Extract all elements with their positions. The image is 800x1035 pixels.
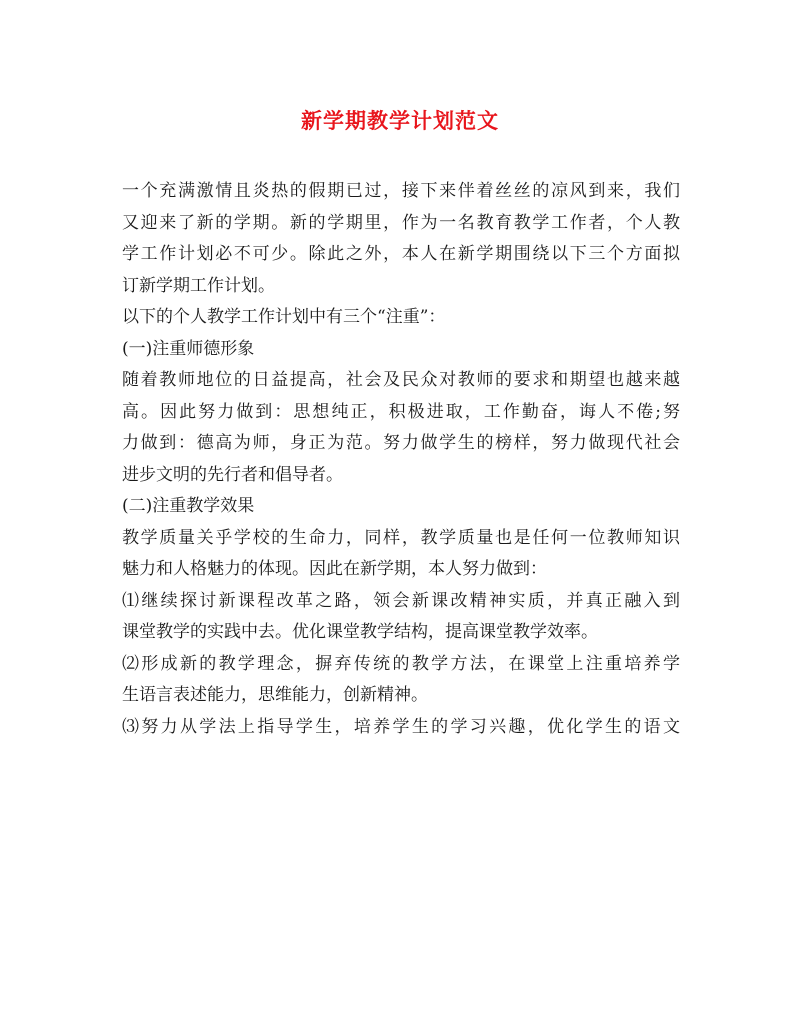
text-line: 教学质量关乎学校的生命力，同样，教学质量也是任何一位教师知识 [122, 527, 680, 548]
text-line: 以下的个人教学工作计划中有三个“注重”： [122, 307, 446, 327]
text-line: ⑴继续探讨新课程改革之路，领会新课改精神实质，并真正融入到 [122, 590, 680, 611]
document-title: 新学期教学计划范文 [301, 108, 499, 133]
text-line: 学工作计划必不可少。除此之外，本人在新学期围绕以下三个方面拟 [122, 244, 680, 264]
text-line: 力做到：德高为师，身正为范。努力做学生的榜样，努力做现代社会 [122, 433, 680, 453]
text-line: 魅力和人格魅力的体现。因此在新学期，本人努力做到： [122, 559, 547, 579]
text-line: 随着教师地位的日益提高，社会及民众对教师的要求和期望也越来越 [122, 370, 680, 390]
text-line: 生语言表述能力，思维能力，创新精神。 [122, 685, 428, 705]
text-line: 进步文明的先行者和倡导者。 [122, 464, 343, 485]
text-line: ⑵形成新的教学理念，摒弃传统的教学方法，在课堂上注重培养学 [122, 653, 680, 674]
text-line: 高。因此努力做到：思想纯正，积极进取，工作勤奋，诲人不倦;努 [122, 401, 680, 422]
text-line: ⑶努力从学法上指导学生，培养学生的学习兴趣，优化学生的语文 [122, 716, 680, 737]
text-line: 又迎来了新的学期。新的学期里，作为一名教育教学工作者，个人教 [122, 212, 680, 233]
document-body [122, 176, 680, 743]
section-heading: (二)注重教学效果 [122, 496, 255, 516]
section-heading: (一)注重师德形象 [122, 338, 255, 359]
text-line: 订新学期工作计划。 [122, 275, 275, 296]
text-line: 一个充满激情且炎热的假期已过，接下来伴着丝丝的凉风到来，我们 [122, 181, 680, 201]
text-line: 课堂教学的实践中去。优化课堂教学结构，提高课堂教学效率。 [122, 622, 598, 642]
